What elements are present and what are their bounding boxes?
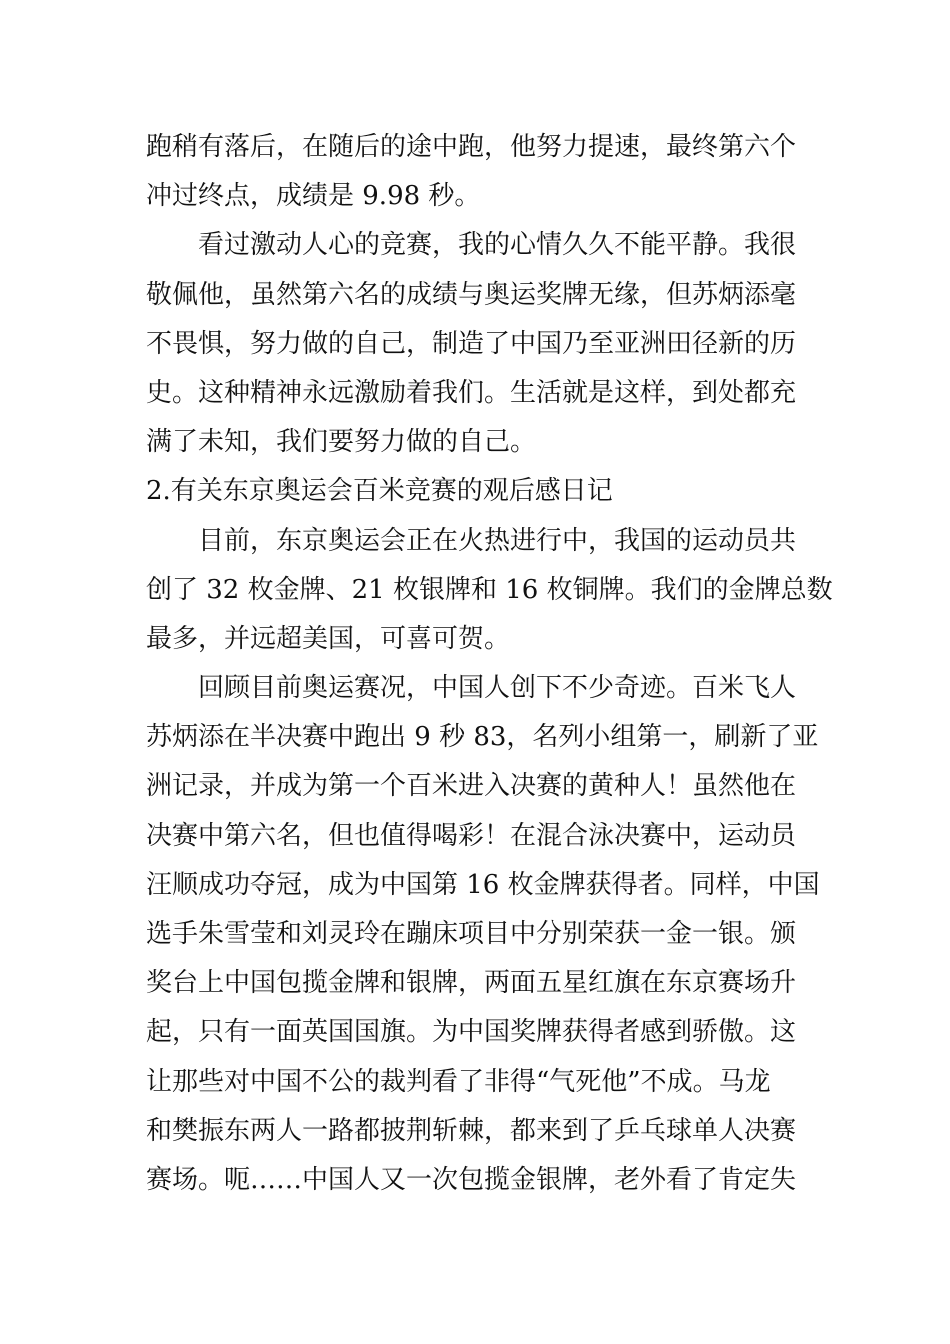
paragraph-line: 史。这种精神永远激励着我们。生活就是这样，到处都充	[146, 377, 797, 408]
paragraph-line: 创了 32 枚金牌、21 枚银牌和 16 枚铜牌。我们的金牌总数	[146, 574, 833, 605]
paragraph-line: 苏炳添在半决赛中跑出 9 秒 83，名列小组第一，刷新了亚	[146, 722, 819, 753]
paragraph-line: 洲记录，并成为第一个百米进入决赛的黄种人！虽然他在	[146, 771, 797, 802]
paragraph-line: 不畏惧，努力做的自己，制造了中国乃至亚洲田径新的历	[146, 328, 797, 359]
paragraph-line: 敬佩他，虽然第六名的成绩与奥运奖牌无缘，但苏炳添毫	[146, 279, 797, 310]
paragraph-line: 选手朱雪莹和刘灵玲在蹦床项目中分别荣获一金一银。颁	[146, 919, 797, 949]
paragraph-line: 最多，并远超美国，可喜可贺。	[146, 623, 511, 654]
section-heading: 2.有关东京奥运会百米竞赛的观后感日记	[146, 476, 613, 507]
paragraph-line: 跑稍有落后，在随后的途中跑，他努力提速，最终第六个	[146, 132, 797, 162]
paragraph-line: 满了未知，我们要努力做的自己。	[146, 427, 537, 458]
paragraph-line: 冲过终点，成绩是 9.98 秒。	[146, 181, 481, 212]
paragraph-line: 赛场。呃……中国人又一次包揽金银牌，老外看了肯定失	[146, 1164, 797, 1195]
paragraph-line: 奖台上中国包揽金牌和银牌，两面五星红旗在东京赛场升	[146, 968, 797, 999]
paragraph-line: 让那些对中国不公的裁判看了非得“气死他”不成。马龙	[146, 1066, 771, 1097]
paragraph-line: 决赛中第六名，但也值得喝彩！在混合泳决赛中，运动员	[146, 820, 797, 851]
paragraph-line: 看过激动人心的竞赛，我的心情久久不能平静。我很	[198, 230, 797, 261]
document-body	[146, 123, 833, 1205]
paragraph-line: 目前，东京奥运会正在火热进行中，我国的运动员共	[198, 525, 797, 556]
paragraph-line: 回顾目前奥运赛况，中国人创下不少奇迹。百米飞人	[198, 673, 797, 704]
paragraph-line: 和樊振东两人一路都披荆斩棘，都来到了乒乓球单人决赛	[146, 1115, 797, 1146]
paragraph-line: 汪顺成功夺冠，成为中国第 16 枚金牌获得者。同样，中国	[146, 869, 820, 900]
paragraph-line: 起，只有一面英国国旗。为中国奖牌获得者感到骄傲。这	[146, 1017, 797, 1048]
